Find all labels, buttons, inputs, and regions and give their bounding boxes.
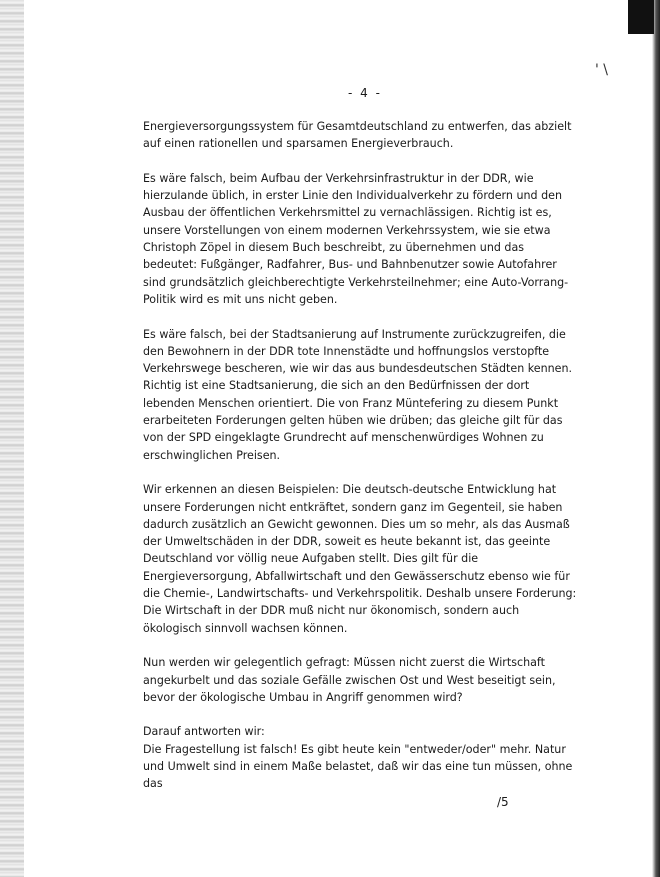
paragraph-transport: Es wäre falsch, beim Aufbau der Verkehrsinfrastruktur in der DDR, wie hierzulande üblich, in erster Linie den Individualverkehr zu fördern und den Ausbau der öffentlichen Verkehrsmittel zu vernachlässigen. Richtig ist es, unsere Vorstellungen von einem modernen Verkehrssystem, wie sie etwa Christoph Zöpel in diesem Buch beschreibt, zu übernehmen und das bedeutet: Fußgänger, Radfahrer, Bus- und Bahnbenutzer sowie Autofahrer sind grundsätzlich gleichberechtigte Verkehrsteilnehmer; eine Auto-Vorrang-Politik wird es mit uns nicht geben.	[143, 171, 569, 306]
page-number: - 4 -	[348, 86, 382, 100]
scan-edge-right	[652, 0, 660, 877]
answer-text: Die Fragestellung ist falsch! Es gibt heute kein "entweder/oder" mehr. Natur und Umwelt sind in einem Maße belastet, daß wir das eine tun müssen, ohne das	[143, 742, 573, 791]
answer-intro-line: Darauf antworten wir:	[143, 725, 265, 739]
scan-mark: ' \	[595, 62, 609, 78]
paragraph-answer	[143, 723, 578, 792]
paragraph-examples: Wir erkennen an diesen Beispielen: Die deutsch-deutsche Entwicklung hat unsere Forderungen nicht entkräftet, sondern ganz im Gegenteil, sie haben dadurch zusätzlich an Gewicht gewonnen. Dies um so mehr, als das Ausmaß der Umweltschäden in der DDR, soweit es heute bekannt ist, das geeinte Deutschland vor völlig neue Aufgaben stellt. Dies gilt für die Energieversorgung, Abfallwirtschaft und den Gewässerschutz ebenso wie für die Chemie-, Landwirtschafts- und Verkehrspolitik. Deshalb unsere Forderung: Die Wirtschaft in der DDR muß nicht nur ökonomisch, sondern auch ökologisch sinnvoll wachsen können.	[143, 483, 577, 635]
paragraph-question: Nun werden wir gelegentlich gefragt: Müssen nicht zuerst die Wirtschaft angekurbelt und das soziale Gefälle zwischen Ost und West beseitigt sein, bevor der ökologische Umbau in Angriff genommen wird?	[143, 656, 556, 704]
continuation-mark: /5	[497, 795, 509, 809]
paragraph-energy: Energieversorgungssystem für Gesamtdeutschland zu entwerfen, das abzielt auf einen rationellen und sparsamen Energieverbrauch.	[143, 120, 572, 151]
scan-corner-artifact	[628, 0, 654, 34]
scan-edge-left	[0, 0, 24, 877]
paragraph-urban-renewal: Es wäre falsch, bei der Stadtsanierung auf Instrumente zurückzugreifen, die den Bewohnern in der DDR tote Innenstädte und hoffnungslos verstopfte Verkehrswege bescheren, wie wir das aus bundesdeutschen Städten kennen. Richtig ist eine Stadtsanierung, die sich an den Bedürfnissen der dort lebenden Menschen orientiert. Die von Franz Müntefering zu diesem Punkt erarbeiteten Forderungen gelten hüben wie drüben; das gleiche gilt für das von der SPD eingeklagte Grundrecht auf menschenwürdiges Wohnen zu erschwinglichen Preisen.	[143, 327, 573, 462]
document-body	[143, 118, 578, 793]
